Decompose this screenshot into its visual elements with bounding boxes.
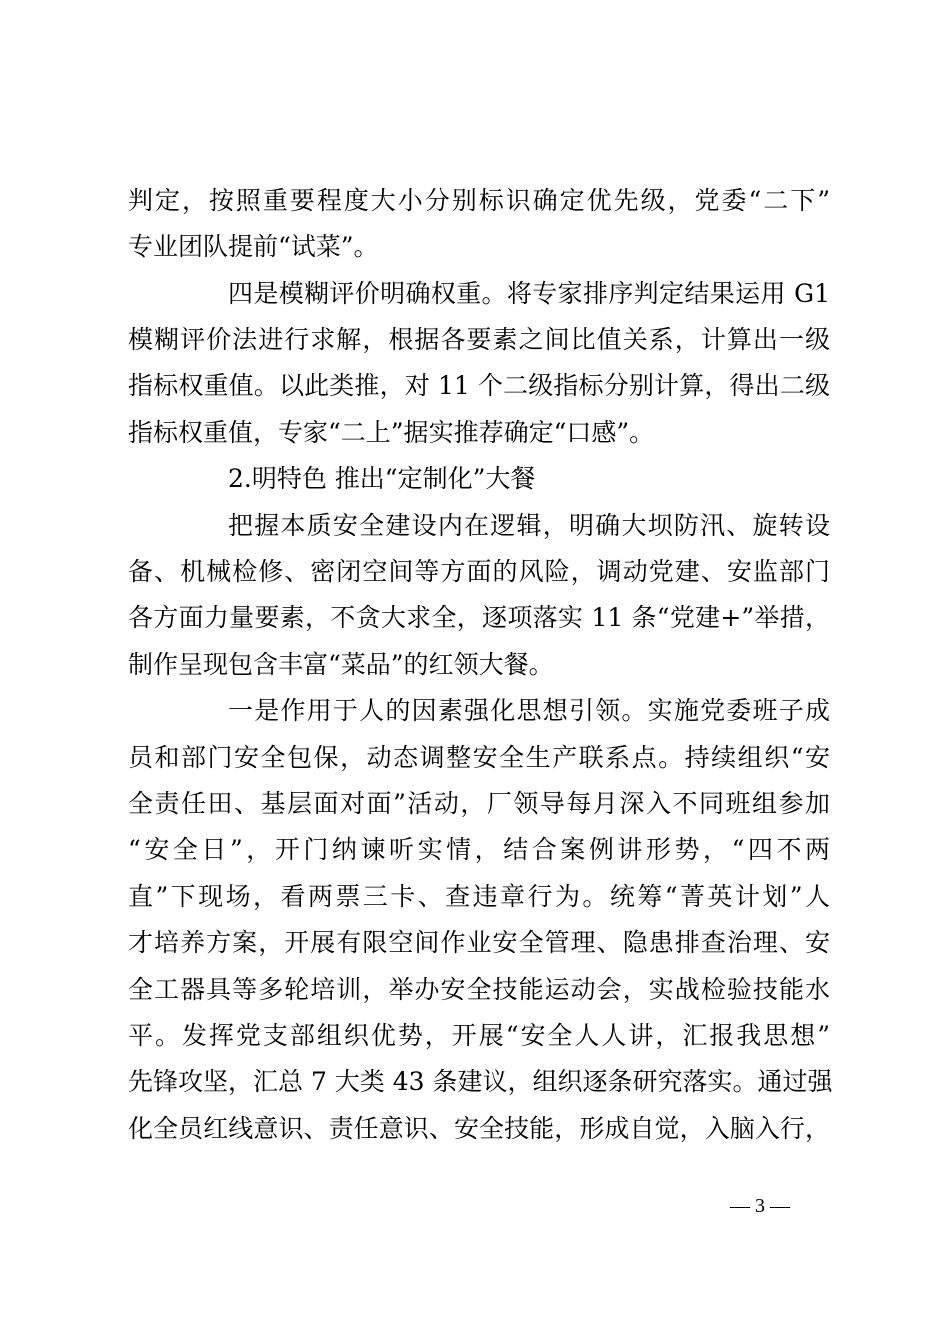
text-line: 专业团队提前“试菜”。 — [128, 232, 379, 261]
text-line: 全责任田、基层面对面”活动，厂领导每月深入不同班组参加 — [128, 789, 830, 818]
text-line: 各方面力量要素，不贪大求全，逐项落实 11 条“党建+”举措， — [128, 603, 830, 632]
text-line: “安全日”，开门纳谏听实情，结合案例讲形势，“四不两 — [128, 835, 830, 864]
text-line: 判定，按照重要程度大小分别标识确定优先级，党委“二下” — [128, 186, 830, 215]
text-line: 平。发挥党支部组织优势，开展“安全人人讲，汇报我思想” — [128, 1021, 830, 1050]
text-line: 先锋攻坚，汇总 7 大类 43 条建议，组织逐条研究落实。通过强 — [128, 1067, 833, 1096]
text-line: 员和部门安全包保，动态调整安全生产联系点。持续组织“安 — [128, 743, 830, 772]
section-heading: 2.明特色 推出“定制化”大餐 — [228, 464, 536, 493]
text-line: 备、机械检修、密闭空间等方面的风险，调动党建、安监部门 — [128, 557, 830, 586]
paragraph-start-line: 把握本质安全建设内在逻辑，明确大坝防汛、旋转设 — [228, 511, 830, 540]
page-number: — 3 — — [730, 1195, 790, 1217]
paragraph-start-line: 四是模糊评价明确权重。将专家排序判定结果运用 G1 — [228, 279, 830, 308]
text-line: 模糊评价法进行求解，根据各要素之间比值关系，计算出一级 — [128, 325, 830, 354]
text-line: 才培养方案，开展有限空间作业安全管理、隐患排查治理、安 — [128, 928, 830, 957]
text-line: 全工器具等多轮培训，举办安全技能运动会，实战检验技能水 — [128, 975, 830, 1004]
text-line: 制作呈现包含丰富“菜品”的红领大餐。 — [128, 650, 554, 679]
text-line: 化全员红线意识、责任意识、安全技能，形成自觉，入脑入行， — [128, 1114, 830, 1143]
text-line: 指标权重值，专家“二上”据实推荐确定“口感”。 — [128, 418, 655, 447]
text-line: 指标权重值。以此类推，对 11 个二级指标分别计算，得出二级 — [128, 371, 830, 400]
text-line: 直”下现场，看两票三卡、查违章行为。统筹“菁英计划”人 — [128, 882, 830, 911]
paragraph-start-line: 一是作用于人的因素强化思想引领。实施党委班子成 — [228, 696, 830, 725]
